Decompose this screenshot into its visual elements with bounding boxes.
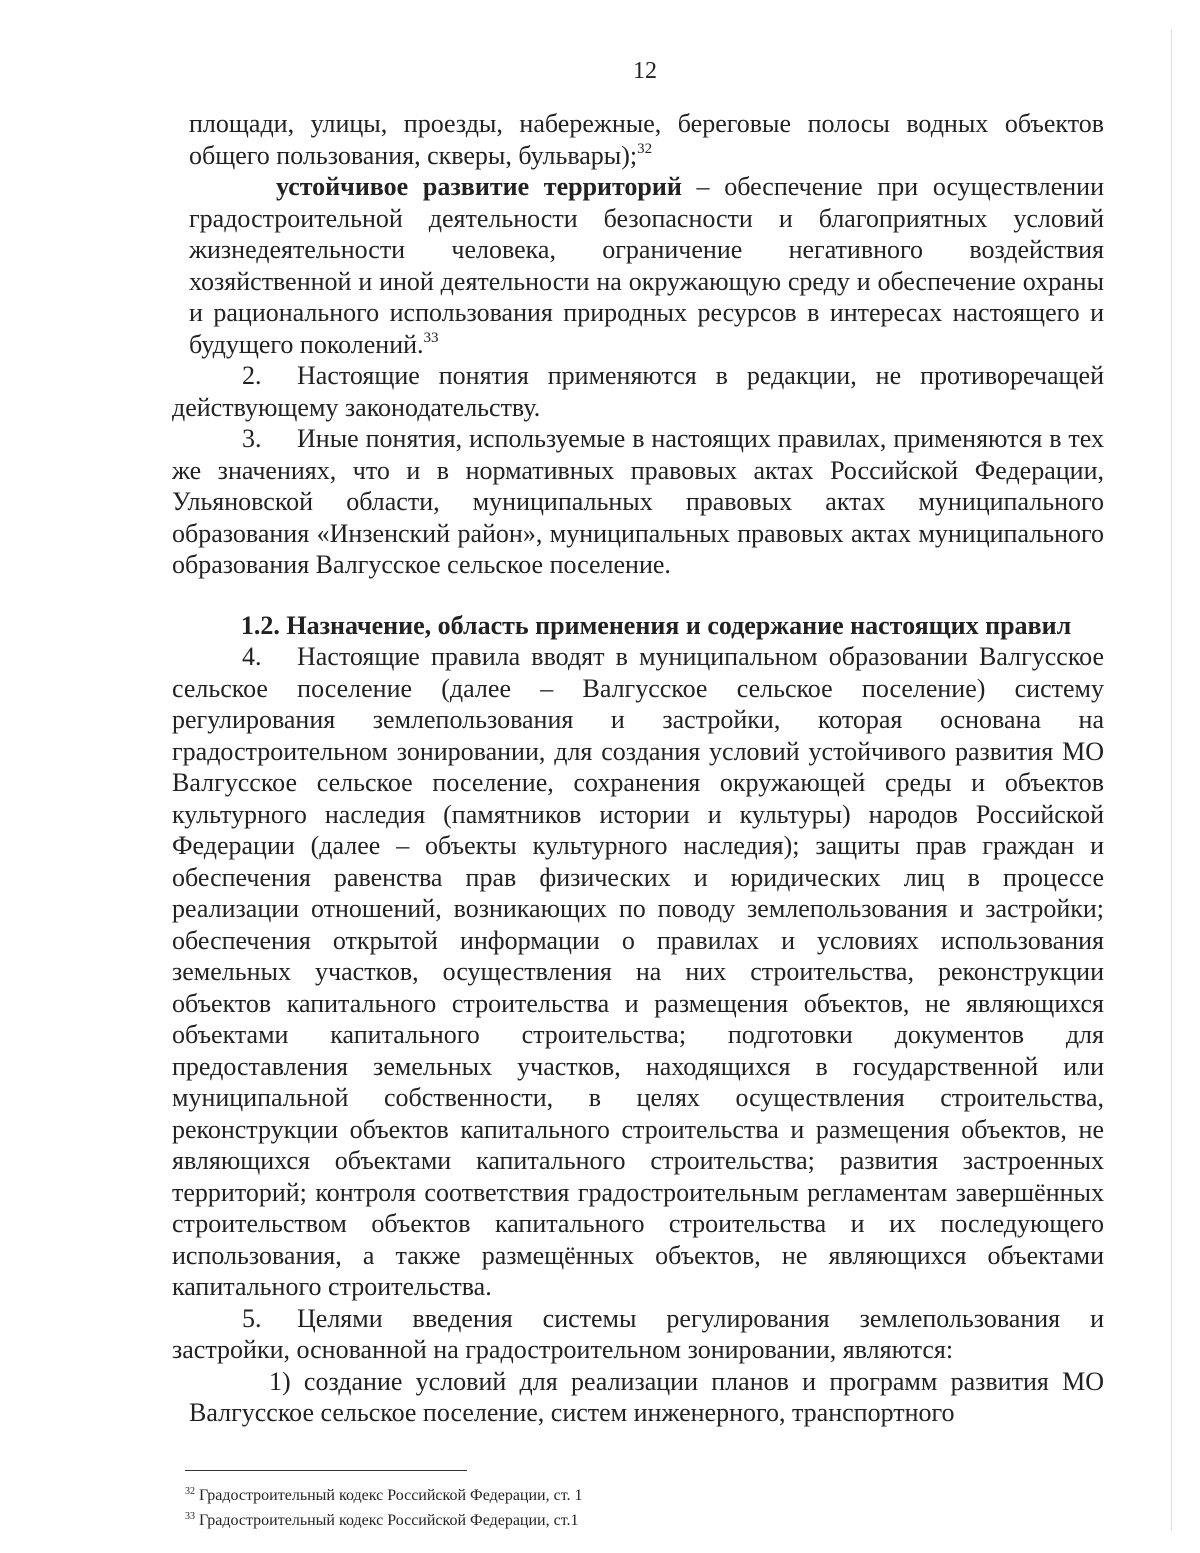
footnote-33-text: Градостроительный кодекс Российской Федерации, ст.1 <box>195 1512 579 1529</box>
footnote-33 <box>185 1508 1085 1533</box>
paragraph-item-3 <box>172 423 1104 581</box>
document-body <box>172 108 1104 1429</box>
public-spaces-text: площади, улицы, проезды, набережные, береговые полосы водных объектов общего пользования, скверы, бульвары); <box>189 109 1104 170</box>
paragraph-item-5-1 <box>189 1366 1104 1429</box>
defined-term: устойчивое развитие территорий <box>276 172 682 201</box>
section-heading: 1.2. Назначение, область применения и содержание настоящих правил <box>240 610 1072 640</box>
footnote-ref-32: 32 <box>637 140 653 157</box>
paragraph-item-2 <box>172 360 1104 423</box>
footnote-separator <box>185 1470 467 1471</box>
item-3-text: Иные понятия, используемые в настоящих правилах, применяются в тех же значениях, что и в нормативных правовых актах Российской Федерации, Ульяновской области, муниципальных правовых актах муниципального образования «Инзенский район», муниципальных правовых актах муниципального образования Валгусское сельское поселение. <box>172 424 1104 579</box>
page-edge-line <box>1171 30 1172 1530</box>
item-2-number: 2. <box>242 361 262 390</box>
footnote-32 <box>185 1483 1085 1508</box>
footnote-32-text: Градостроительный кодекс Российской Федерации, ст. 1 <box>195 1487 583 1504</box>
item-5-number: 5. <box>242 1303 262 1333</box>
item-3-number: 3. <box>242 424 262 453</box>
footnote-33-marker: 33 <box>185 1511 195 1522</box>
footnotes <box>185 1483 1085 1533</box>
definition-text: – обеспечение при осуществлении градостроительной деятельности безопасности и благоприятных условий жизнедеятельности человека, ограничение негативного воздействия хозяйственной и иной деятельности на окружающую среду и обеспечение охраны и рационального использования природных ресурсов в интересах настоящего и будущего поколений. <box>189 172 1104 359</box>
footnote-32-marker: 32 <box>185 1486 195 1497</box>
item-4-number: 4. <box>242 642 262 671</box>
item-5-text: Целями введения системы регулирования землепользования и застройки, основанной на градостроительном зонировании, являются: <box>172 1303 1104 1364</box>
item-5-1-text: 1) создание условий для реализации планов и программ развития МО Валгусское сельское поселение, систем инженерного, транспортного <box>189 1366 1104 1427</box>
paragraph-item-4 <box>172 641 1104 1303</box>
footnote-ref-33: 33 <box>423 329 439 346</box>
item-4-text: Настоящие правила вводят в муниципальном образовании Валгусское сельское поселение (далее – Валгусское сельское поселение) систему регулирования землепользования и застройки, которая основана на градостроительном зонировании, для создания условий устойчивого развития МО Валгусское сельское поселение, сохранения окружающей среды и объектов культурного наследия (памятников истории и культуры) народов Российской Федерации (далее – объекты культурного наследия); защиты прав граждан и обеспечения равенства прав физических и юридических лиц в процессе реализации отношений, возникающих по поводу землепользования и застройки; обеспечения открытой информации о правилах и условиях использования земельных участков, осуществления на них строительства, реконструкции объектов капитального строительства и размещения объектов, не являющихся объектами капитального строительства; подготовки документов для предоставления земельных участков, находящихся в государственной или муниципальной собственности, в целях осуществления строительства, реконструкции объектов капитального строительства и размещения объектов, не являющихся объектами капитального строительства; развития застроенных территорий; контроля соответствия градостроительным регламентам завершённых строительством объектов капитального строительства и их последующего использования, а также размещённых объектов, не являющихся объектами капитального строительства. <box>172 642 1104 1301</box>
paragraph-sustainable-development <box>189 171 1104 360</box>
paragraph-item-5 <box>172 1303 1104 1366</box>
paragraph-public-spaces <box>189 108 1104 171</box>
page-number: 12 <box>633 58 657 84</box>
item-2-text: Настоящие понятия применяются в редакции, не противоречащей действующему законодательству. <box>172 361 1104 422</box>
